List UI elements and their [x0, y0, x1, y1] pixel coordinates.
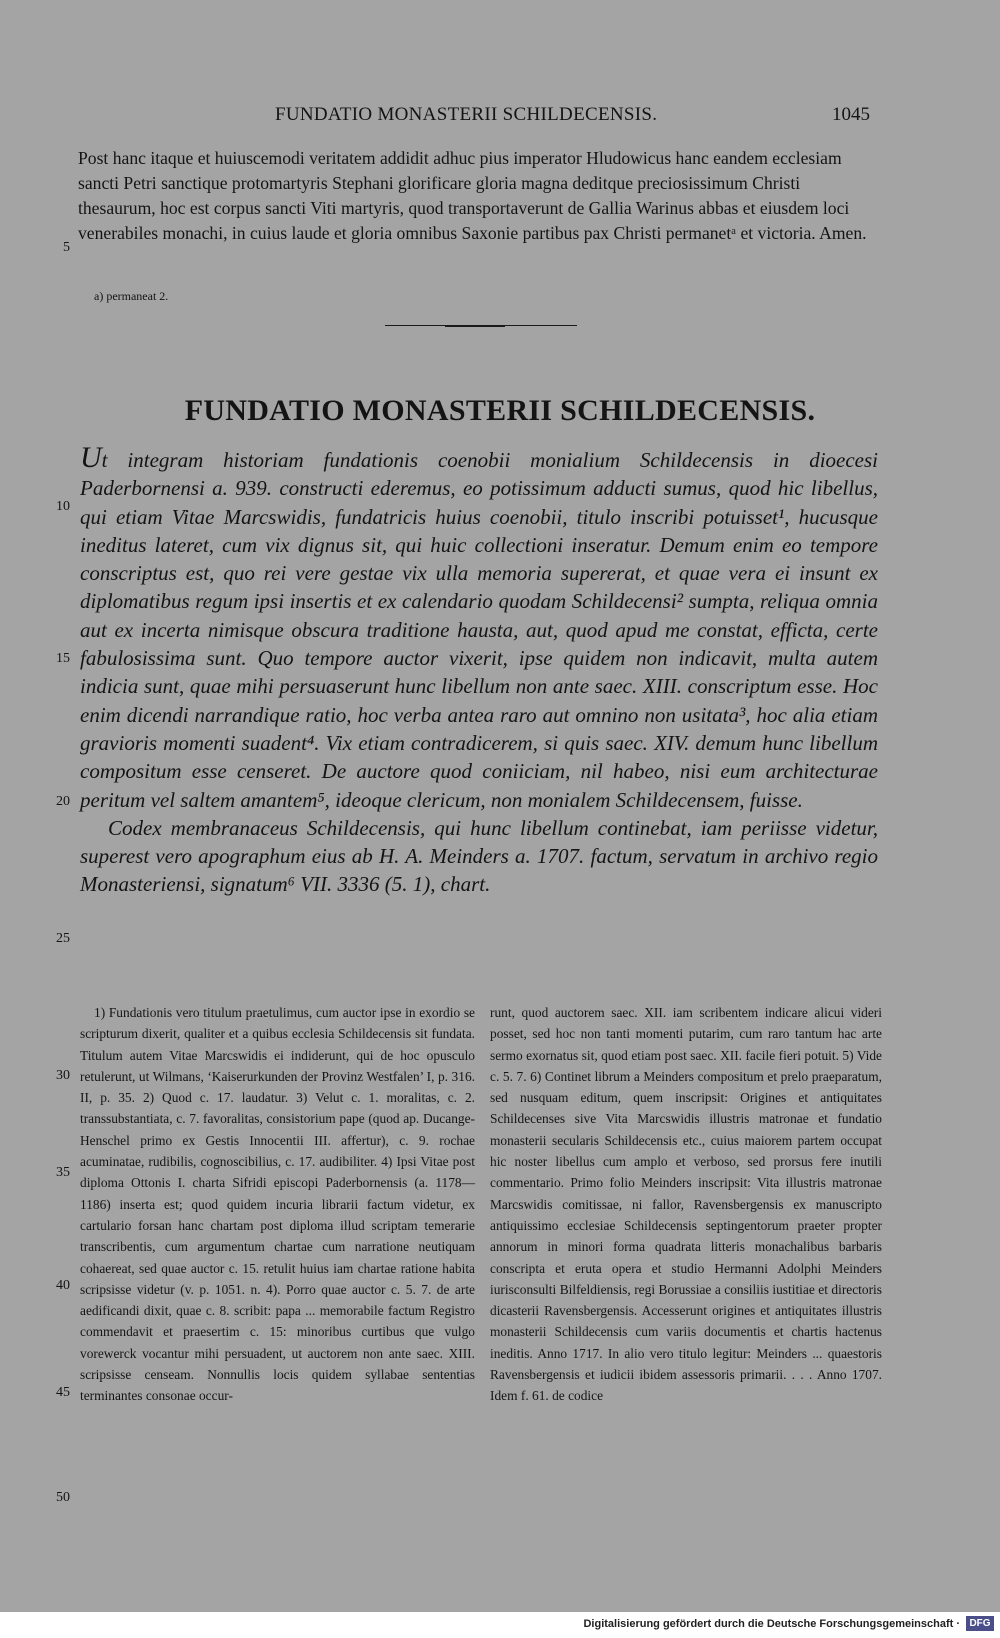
line-number: 15	[56, 651, 70, 666]
intro-text: Post hanc itaque et huiuscemodi veritatem addidit adhuc pius imperator Hludowicus hanc eandem ecclesiam sancti Petri sanctique protomartyris Stephani glorificare gloria magna deditque preciosissimum Christi thesaurum, hoc est corpus sancti Viti martyris, quod transportaverunt de Gallia Warinus abbas et eiusdem loci venerabiles monachi, in cuius laude et gloria omnibus Saxonie partibus pax Christi permanetᵃ et victoria. Amen.	[78, 148, 867, 243]
section-divider-center	[445, 325, 505, 327]
footnote-a: a) permaneat 2.	[94, 289, 169, 303]
line-number: 45	[56, 1385, 70, 1400]
running-head-title: FUNDATIO MONASTERII SCHILDECENSIS.	[275, 104, 658, 125]
line-number: 25	[56, 931, 70, 946]
line-number: 5	[63, 240, 70, 255]
drop-letter: U	[80, 441, 102, 474]
intro-paragraph	[78, 146, 878, 246]
line-number: 20	[56, 794, 70, 809]
preface-paragraph-1	[80, 441, 878, 814]
line-number: 30	[56, 1068, 70, 1083]
footnotes-right-text: runt, quod auctorem saec. XII. iam scribentem indicare alicui videri posset, sed hoc non tanti momenti putarim, cum raro tantum hac arte sermo exornatus sit, quod etiam post saec. XII. facile fieri potuit. 5) Vide c. 5. 7. 6) Continet librum a Meinders compositum et prelo praeparatum, sed nusquam editum, quem inscripsit: Origines et antiquitates Schildecenses sive Vita Marcswidis illustris matronae et fundatio monasterii secularis Schildecensis etc., cuius maiorem partem occupat hic noster libellus cum amplo et verboso, sed prorsus fere inutili commentario. Primo folio Meinders inscripsit: Vita illustris matronae Marcswidis comitissae, ni fallor, Ravensbergensis ex manuscripto antiquissimo ecclesiae Schildecensis septingentorum praeter propter annorum in minori forma quadrata litteris monachalibus barbaris conscripta et eruta opera et studio Hermanni Adolphi Meinders iurisconsulti Bilfeldiensis, regi Borussiae a consiliis iustitiae et directoris dicasterii Ravensbergensis. Accesserunt origines et antiquitates illustris monasterii Schildecensis cum variis documentis et chartis hactenus ineditis. Anno 1717. In alio vero titulo legitur: Meinders ... quaestoris Ravensbergensis et iudicii ibidem assessoris primarii. . . . Anno 1707. Idem f. 61. de codice	[490, 1005, 882, 1404]
line-number: 50	[56, 1490, 70, 1505]
page-number: 1045	[832, 104, 870, 125]
preface-body	[80, 441, 878, 899]
dfg-logo: DFG	[966, 1616, 994, 1631]
line-number: 35	[56, 1165, 70, 1180]
footnotes-left-text: 1) Fundationis vero titulum praetulimus, cum auctor ipse in exordio se scripturum dixerit, qualiter et a quibus ecclesia Schildecensis sit fundata. Titulum autem Vitae Marcswidis ei indiderunt, qui de hoc opusculo retulerunt, ut Wilmans, ‘Kaiserurkunden der Provinz Westfalen’ I, p. 316. II, p. 35. 2) Quod c. 17. laudatur. 3) Velut c. 1. moralitas, c. 2. transsubstantiata, c. 7. favoralitas, consistorium pape (quod ap. Ducange-Henschel primo ex Gestis Innocentii III. affertur), c. 9. rochae acuminatae, rudibilis, cognoscibilius, c. 17. audibiliter. 4) Ipsi Vitae post diploma Ottonis I. charta Sifridi episcopi Paderbornensis (a. 1178—1186) inserta est; quod quidem incuria librarii factum videtur, ex cartulario forsan hanc chartam post diploma illud scriptam temerarie transcribentis, cum argumentum chartae cum narratione neutiquam cohaereat, sed quae auctor c. 15. retulit huius iam chartae ratione habita scripsisse videtur (v. p. 1051. n. 4). Porro quae auctor c. 5. 7. de arte aedificandi dixit, quae c. 8. scribit: papa ... memorabile factum Registro commendavit et praesertim c. 15: minoribus curtibus que vulgo vorewerck vocantur mihi persuadent, ut auctorem non ante saec. XIII. scripsisse censeam. Nonnullis locis quidem syllabae sententias terminantes consonae occur-	[80, 1005, 475, 1404]
line-number: 10	[56, 499, 70, 514]
preface-paragraph-2: Codex membranaceus Schildecensis, qui hunc libellum continebat, iam periisse videtur, superest vero apographum eius ab H. A. Meinders a. 1707. factum, servatum in archivo regio Monasteriensi, signatum⁶ VII. 3336 (5. 1), chart.	[80, 815, 878, 897]
section-title: FUNDATIO MONASTERII SCHILDECENSIS.	[184, 394, 816, 427]
digitization-note: Digitalisierung gefördert durch die Deutsche Forschungsgemeinschaft ·	[583, 1618, 960, 1630]
preface-paragraph-1-text: t integram historiam fundationis coenobii monialium Schildecensis in dioecesi Paderbornensi a. 939. constructi ederemus, eo potissimum adducti sumus, quod hic libellus, qui etiam Vitae Marcswidis, fundatricis huius coenobii, titulo inscribi potuisset¹, hucusque ineditus lateret, cum vix dignus sit, qui huic collectioni inseratur. Demum enim eo tempore conscriptus est, quo rei vere gestae vix ulla memoria supererat, et quae vera ei insunt ex diplomatibus regum ipsi insertis et ex calendario quodam Schildecensi² sumpta, reliqua omnia aut ex incerta nimisque obscura traditione hausta, aut, quod apud me constat, efficta, certe fabulosissima sunt. Quo tempore auctor vixerit, ipse quidem non indicavit, multa autem indicia sunt, quae mihi persuaserunt hunc libellum non ante saec. XIII. conscriptum esse. Hoc enim dicendi narrandique ratio, hoc verba antea raro aut omnino non usitata³, hoc alia etiam gravioris momenti suadent⁴. Vix etiam contradicerem, si quis saec. XIV. demum hunc libellum compositum esse censeret. De auctore quod coniiciam, nil habeo, nisi eum architecturae peritum vel saltem amantem⁵, ideoque clericum, non monialem Schildecensem, fuisse.	[80, 448, 878, 812]
line-number: 40	[56, 1278, 70, 1293]
footnotes-right-column	[490, 1002, 882, 1407]
footnotes-left-column	[80, 1002, 475, 1407]
